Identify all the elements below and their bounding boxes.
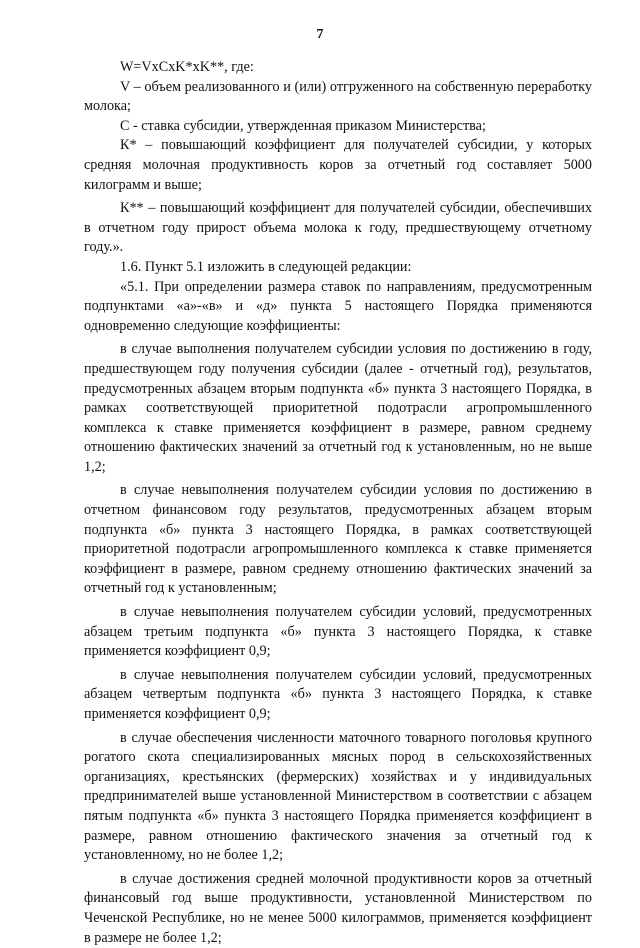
paragraph-amendment-1-6: 1.6. Пункт 5.1 изложить в следующей редакции: (120, 258, 412, 275)
paragraph-condition-4: в случае невыполнения получателем субсидии условий, предусмотренных абзацем четвертым подпункта «б» пункта 3 настоящего Порядка, к ставке применяется коэффициент 0,9; (84, 666, 592, 722)
paragraph-c-definition: С - ставка субсидии, утвержденная приказом Министерства; (120, 117, 486, 134)
paragraph-condition-1: в случае выполнения получателем субсидии условия по достижению в году, предшествующем году получения субсидии (далее - отчетный год), результатов, предусмотренных абзацем вторым подпункта «б» пункта 3 настоящего Порядка, в рамках соответствующей приоритетной подотрасли агропромышленного комплекса к ставке применяется коэффициент в размере, равном среднему отношению фактических значений за отчетный год к установленным, но не выше 1,2; (84, 341, 592, 475)
paragraph-condition-5: в случае обеспечения численности маточного товарного поголовья крупного рогатого скота специализированных мясных пород в сельскохозяйственных организациях, крестьянских (фермерских) хозяйствах и у индивидуальных предпринимателей выше установленной Министерством в соответствии с абзацем пятым подпункта «б» пункта 3 настоящего Порядка применяется коэффициент в размере, равном отношению фактического значения за отчетный год к установленному, но не более 1,2; (84, 729, 592, 864)
formula-line: W=VxCxK*xK**, где: (120, 59, 254, 75)
document-body (84, 58, 592, 948)
paragraph-k2-definition: К** – повышающий коэффициент для получателей субсидии, обеспечивших в отчетном году прирост объема молока к году, предшествующему отчетному году.». (84, 200, 592, 256)
paragraph-k1-definition: К* – повышающий коэффициент для получателей субсидии, у которых средняя молочная продуктивность коров за отчетный год составляет 5000 килограмм и выше; (84, 137, 592, 193)
paragraph-v-definition: V – объем реализованного и (или) отгруженного на собственную переработку молока; (84, 78, 592, 115)
paragraph-condition-3: в случае невыполнения получателем субсидии условий, предусмотренных абзацем третьим подпункта «б» пункта 3 настоящего Порядка, к ставке применяется коэффициент 0,9; (84, 604, 592, 660)
page-number: 7 (316, 27, 324, 42)
paragraph-5-1-intro: «5.1. При определении размера ставок по направлениям, предусмотренным подпунктами «а»-«в» и «д» пункта 5 настоящего Порядка применяются одновременно следующие коэффициенты: (84, 278, 592, 334)
paragraph-condition-6: в случае достижения средней молочной продуктивности коров за отчетный финансовый год выше продуктивности, установленной Министерством по Чеченской Республике, но не менее 5000 килограммов, применяется коэффициент в размере не более 1,2; (84, 870, 592, 946)
paragraph-condition-2: в случае невыполнения получателем субсидии условия по достижению в отчетном финансовом году результатов, предусмотренных абзацем вторым подпункта «б» пункта 3 настоящего Порядка, в рамках соответствующей приоритетной подотрасли агропромышленного комплекса к ставке применяется коэффициент в размере, равном среднему отношению фактических значений за отчетный год к установленным; (84, 482, 592, 597)
